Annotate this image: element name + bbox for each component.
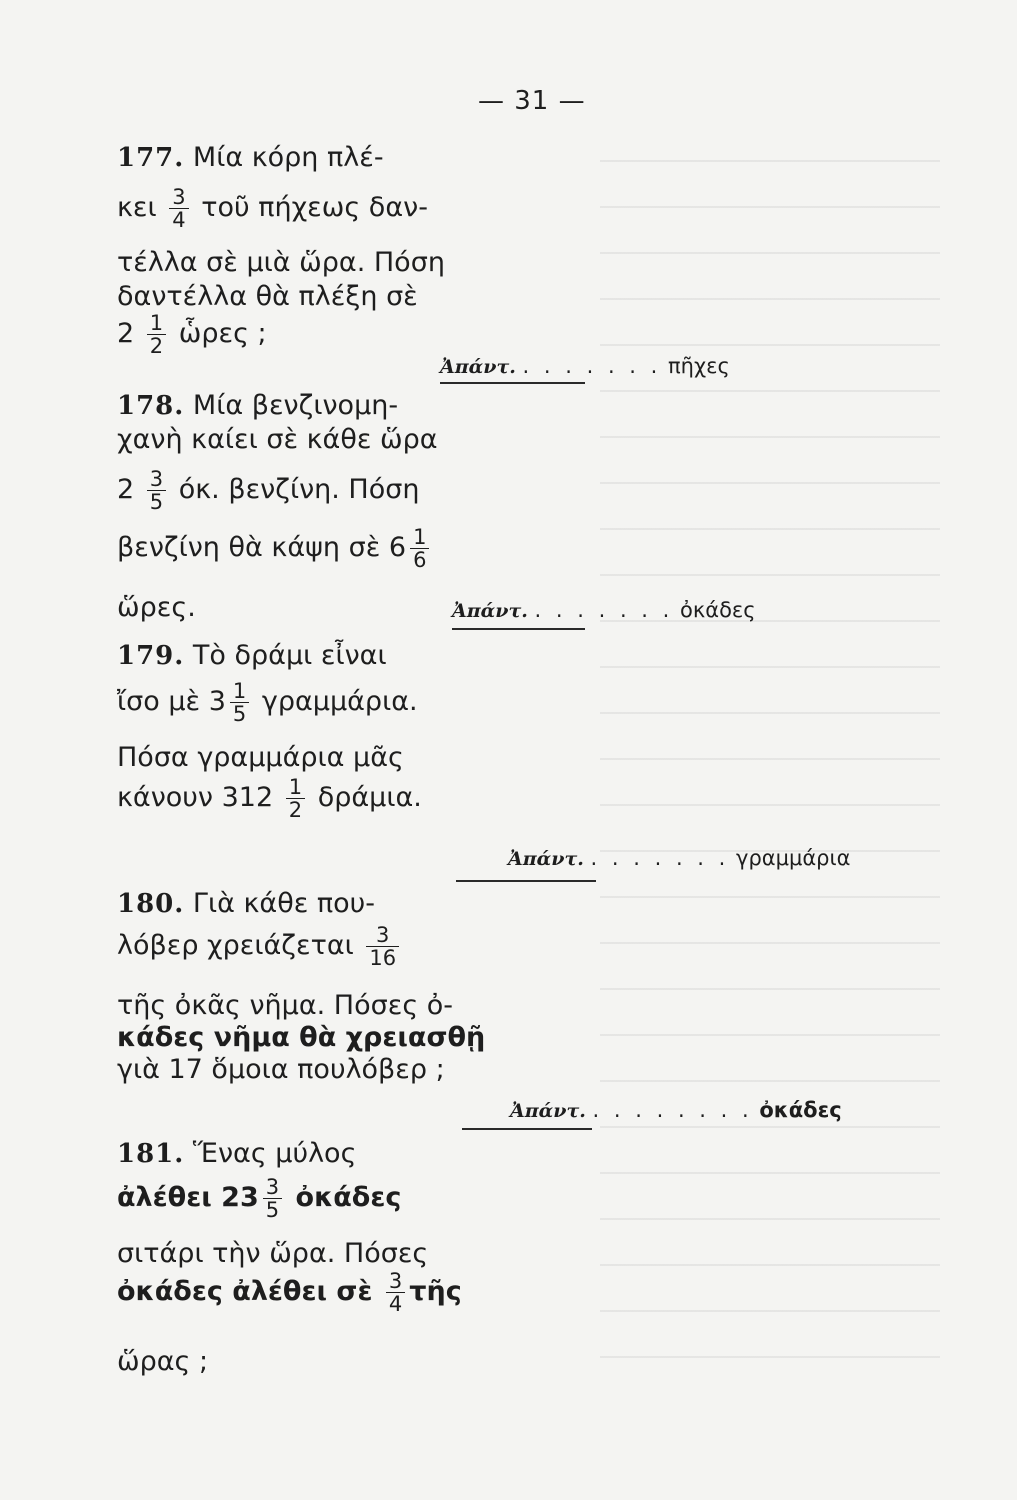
fraction: $\frac{3}{5}$ xyxy=(263,1176,282,1221)
bleed-through-shadow xyxy=(600,160,940,1360)
fraction: $\frac{1}{2}$ xyxy=(147,312,166,357)
problem-number: 177. xyxy=(117,143,185,173)
problem-177-line-3: τέλλα σὲ μιὰ ὥρα. Πόση xyxy=(117,247,445,278)
answer-179: Ἀπάντ. . . . . . . . γραμμάρια xyxy=(508,846,851,870)
answer-rule xyxy=(440,382,585,384)
answer-rule xyxy=(462,1128,592,1130)
problem-number: 178. xyxy=(117,391,185,421)
fraction: $\frac{3}{16}$ xyxy=(366,924,399,969)
problem-number: 181. xyxy=(117,1139,185,1169)
problem-179-line-1: 179. Τὸ δράμι εἶναι xyxy=(117,640,387,671)
problem-180-line-5: γιὰ 17 ὅμοια πουλόβερ ; xyxy=(117,1054,445,1085)
problem-178-line-4: βενζίνη θὰ κάψη σὲ 6 $\frac{1}{6}$ xyxy=(117,526,433,571)
problem-177-line-5: 2 $\frac{1}{2}$ ὧρες ; xyxy=(117,311,267,359)
problem-number: 180. xyxy=(117,889,185,919)
problem-178-line-2: χανὴ καίει σὲ κάθε ὥρα xyxy=(117,424,438,455)
fraction: $\frac{1}{5}$ xyxy=(230,680,249,725)
problem-181-line-1: 181. Ἕνας μύλος xyxy=(117,1138,357,1169)
answer-180: Ἀπάντ. . . . . . . . . ὀκάδες xyxy=(510,1098,842,1122)
fraction: $\frac{1}{2}$ xyxy=(286,776,305,821)
problem-179-line-2: ἴσο μὲ 3 $\frac{1}{5}$ γραμμάρια. xyxy=(117,679,418,727)
problem-181-line-5: ὥρας ; xyxy=(117,1346,209,1377)
fraction: $\frac{1}{6}$ xyxy=(410,526,429,571)
answer-rule xyxy=(452,628,585,630)
answer-rule xyxy=(456,880,596,882)
problem-178-line-1: 178. Μία βενζινομη- xyxy=(117,390,399,421)
problem-181-line-2: ἀλέθει 23 $\frac{3}{5}$ ὀκάδες xyxy=(117,1175,402,1223)
problem-number: 179. xyxy=(117,641,185,671)
fraction: $\frac{3}{4}$ xyxy=(386,1270,405,1315)
problem-178-line-3: 2 $\frac{3}{5}$ όκ. βενζίνη. Πόση xyxy=(117,467,420,515)
page-number: — 31 — xyxy=(478,86,586,116)
problem-179-line-3: Πόσα γραμμάρια μᾶς xyxy=(117,742,404,773)
problem-180-line-3: τῆς ὀκᾶς νῆμα. Πόσες ὀ- xyxy=(117,990,454,1021)
problem-177-line-4: δαντέλλα θὰ πλέξη σὲ xyxy=(117,281,418,312)
fraction: $\frac{3}{5}$ xyxy=(147,468,166,513)
fraction: $\frac{3}{4}$ xyxy=(169,186,188,231)
problem-180-line-4: κάδες νῆμα θὰ χρειασθῇ xyxy=(117,1022,486,1053)
answer-177: Ἀπάντ. . . . . . . . πῆχες xyxy=(440,354,730,378)
problem-181-line-3: σιτάρι τὴν ὥρα. Πόσες xyxy=(117,1238,429,1269)
problem-180-line-2: λόβερ χρειάζεται $\frac{3}{16}$ xyxy=(117,924,403,969)
problem-177-line-1: 177. Μία κόρη πλέ- xyxy=(117,142,384,173)
problem-181-line-4: ὀκάδες ἀλέθει σὲ $\frac{3}{4}$ τῆς xyxy=(117,1269,462,1317)
problem-177-line-2: κει $\frac{3}{4}$ τοῦ πήχεως δαν- xyxy=(117,185,428,233)
answer-178: Ἀπάντ. . . . . . . . ὀκάδες xyxy=(452,598,756,622)
problem-179-line-4: κάνουν 312 $\frac{1}{2}$ δράμια. xyxy=(117,775,422,823)
problem-180-line-1: 180. Γιὰ κάθε που- xyxy=(117,888,376,919)
problem-178-line-5: ὥρες. xyxy=(117,592,196,623)
